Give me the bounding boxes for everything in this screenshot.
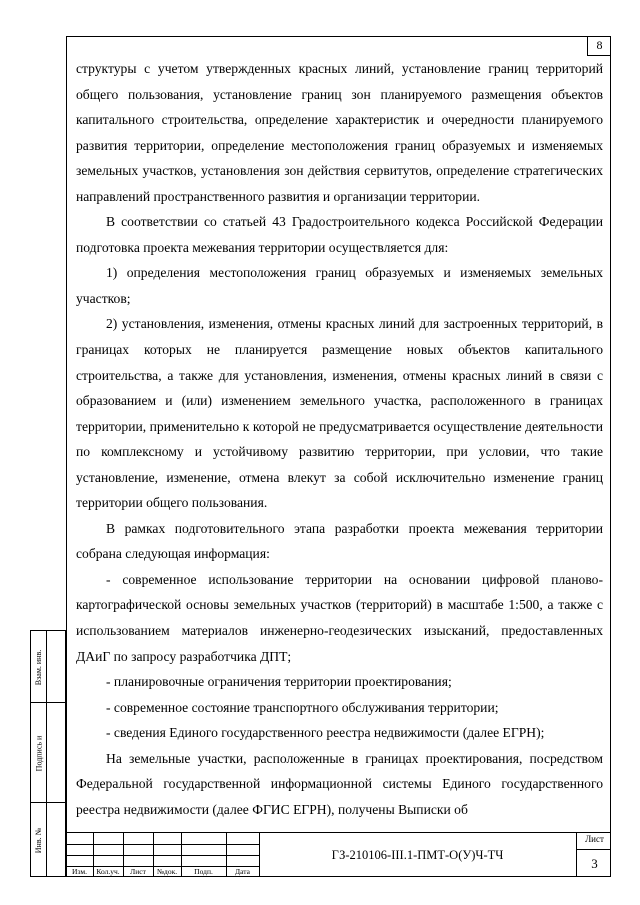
- list-item: - современное использование территории на основании цифровой планово-картографической основы земельных участков (территорий) в масштабе 1:500, а также с использованием материалов инженерно-геодезических изысканий, предоставленных ДАиГ по запросу разработчика ДПТ;: [76, 571, 603, 664]
- document-code: ГЗ-210106-III.1-ПМТ-О(У)Ч-ТЧ: [331, 848, 504, 862]
- col-caption: Подп.: [194, 867, 213, 876]
- col-caption: Лист: [130, 867, 146, 876]
- grid-line: [576, 833, 577, 877]
- list-item: - сведения Единого государственного реестра недвижимости (далее ЕГРН);: [106, 725, 545, 741]
- paragraph: 1) определения местоположения границ образуемых и изменяемых земельных участков;: [76, 265, 603, 306]
- sheet-number: 3: [591, 856, 598, 871]
- paragraph: В соответствии со статьей 43 Градостроительного кодекса Российской Федерации подготовка проекта межевания территории осуществляется для:: [76, 214, 603, 255]
- col-caption: Дата: [235, 867, 250, 876]
- sheet-label: Лист: [585, 834, 604, 844]
- stamp-label-inv-number: Инв. №: [34, 827, 43, 854]
- left-margin-stamp: [30, 630, 66, 877]
- stamp-label-signature: Подпись и: [34, 735, 44, 771]
- document-body: [76, 56, 603, 822]
- col-caption: №док.: [156, 867, 178, 876]
- paragraph: 2) установления, изменения, отмены красных линий для застроенных территорий, в границах которых не планируется размещение новых объектов капитального строительства, а также для установления, изменения, отмены красных линий в связи с образованием и (или) изменением земельного участка, расположенного в границах территории, применительно к которой не предусматривается осуществление деятельности по комплексному и устойчивому развитию территории, при условии, что такие установление, изменение, отмена влекут за собой исключительно изменение границ территории общего пользования.: [76, 316, 603, 511]
- grid-line: [66, 855, 259, 856]
- col-caption: Кол.уч.: [96, 867, 120, 876]
- list-item: - современное состояние транспортного обслуживания территории;: [106, 699, 499, 715]
- top-page-number: 8: [587, 36, 611, 56]
- title-block: [66, 832, 611, 877]
- grid-line: [66, 844, 259, 845]
- stamp-label-replace-inv: Взам. инв.: [34, 649, 44, 685]
- col-caption: Изм.: [72, 867, 87, 876]
- paragraph: В рамках подготовительного этапа разработки проекта межевания территории собрана следующая информация:: [76, 520, 603, 562]
- paragraph: На земельные участки, расположенные в границах проектирования, посредством Федеральной государственной информационной системы Единого государственного реестра недвижимости (далее ФГИС ЕГРН), получены Выписки об: [76, 750, 603, 817]
- list-item: - планировочные ограничения территории проектирования;: [106, 674, 452, 690]
- paragraph: структуры с учетом утвержденных красных линий, установление границ территорий общего пользования, установление границ зон планируемого размещения объектов капитального строительства, определение характеристик и очередности планируемого развития территории, определение местоположения границ образуемых и изменяемых земельных участков, установления зон действия сервитутов, определение стратегических направлений пространственного развития и организации территории.: [76, 61, 603, 204]
